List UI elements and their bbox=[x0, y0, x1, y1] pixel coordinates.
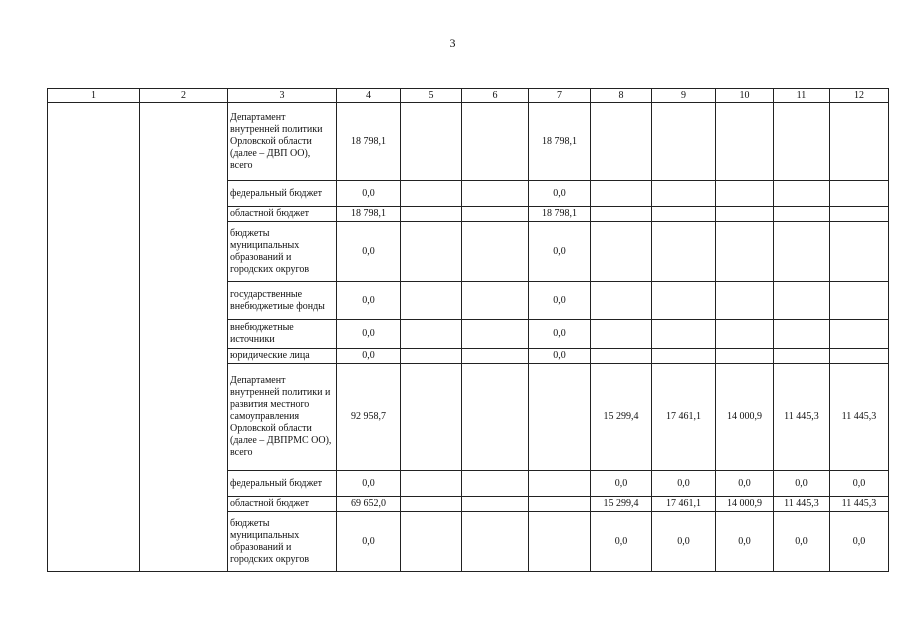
value-cell-c4: 18 798,1 bbox=[337, 103, 401, 181]
value-cell-c11: 0,0 bbox=[774, 512, 830, 572]
value-cell-c8 bbox=[591, 282, 652, 320]
value-cell-c9 bbox=[652, 349, 716, 364]
value-cell-c12 bbox=[830, 207, 889, 222]
value-cell-c11: 11 445,3 bbox=[774, 497, 830, 512]
value-cell-c6 bbox=[462, 103, 529, 181]
value-cell-c9: 17 461,1 bbox=[652, 364, 716, 471]
value-cell-c5 bbox=[401, 282, 462, 320]
value-cell-c6 bbox=[462, 320, 529, 349]
value-cell-c6 bbox=[462, 497, 529, 512]
value-cell-c12 bbox=[830, 103, 889, 181]
value-cell-c9: 0,0 bbox=[652, 512, 716, 572]
value-cell-c4: 92 958,7 bbox=[337, 364, 401, 471]
table-body bbox=[48, 103, 889, 572]
value-cell-c6 bbox=[462, 181, 529, 207]
value-cell-c7 bbox=[529, 497, 591, 512]
row-label: Департамент внутренней политики Орловской области (далее – ДВП ОО), всего bbox=[228, 103, 337, 181]
value-cell-c7 bbox=[529, 512, 591, 572]
value-cell-c9: 0,0 bbox=[652, 471, 716, 497]
value-cell-c5 bbox=[401, 222, 462, 282]
row-label: федеральный бюджет bbox=[228, 471, 337, 497]
column-header: 8 bbox=[591, 89, 652, 103]
value-cell-c4: 0,0 bbox=[337, 222, 401, 282]
row-label: бюджеты муниципальных образований и городских округов bbox=[228, 222, 337, 282]
value-cell-c8 bbox=[591, 349, 652, 364]
row-label: Департамент внутренней политики и развития местного самоуправления Орловской области (далее – ДВПРМС ОО), всего bbox=[228, 364, 337, 471]
value-cell-c8: 15 299,4 bbox=[591, 497, 652, 512]
value-cell-c11: 11 445,3 bbox=[774, 364, 830, 471]
col2-cell bbox=[140, 103, 228, 572]
value-cell-c5 bbox=[401, 512, 462, 572]
value-cell-c12 bbox=[830, 320, 889, 349]
value-cell-c4: 0,0 bbox=[337, 471, 401, 497]
value-cell-c6 bbox=[462, 207, 529, 222]
value-cell-c10 bbox=[716, 320, 774, 349]
value-cell-c9 bbox=[652, 282, 716, 320]
value-cell-c6 bbox=[462, 364, 529, 471]
column-header: 2 bbox=[140, 89, 228, 103]
value-cell-c9: 17 461,1 bbox=[652, 497, 716, 512]
column-header: 7 bbox=[529, 89, 591, 103]
row-label: областной бюджет bbox=[228, 497, 337, 512]
value-cell-c4: 0,0 bbox=[337, 349, 401, 364]
column-header: 1 bbox=[48, 89, 140, 103]
value-cell-c5 bbox=[401, 349, 462, 364]
value-cell-c8 bbox=[591, 181, 652, 207]
value-cell-c12: 0,0 bbox=[830, 471, 889, 497]
value-cell-c11 bbox=[774, 320, 830, 349]
value-cell-c10: 14 000,9 bbox=[716, 364, 774, 471]
column-header: 12 bbox=[830, 89, 889, 103]
budget-table bbox=[47, 88, 889, 572]
value-cell-c11 bbox=[774, 349, 830, 364]
value-cell-c6 bbox=[462, 512, 529, 572]
value-cell-c7: 0,0 bbox=[529, 282, 591, 320]
value-cell-c7: 18 798,1 bbox=[529, 207, 591, 222]
value-cell-c11 bbox=[774, 222, 830, 282]
value-cell-c10 bbox=[716, 103, 774, 181]
value-cell-c5 bbox=[401, 181, 462, 207]
value-cell-c8 bbox=[591, 320, 652, 349]
column-header: 3 bbox=[228, 89, 337, 103]
value-cell-c8: 0,0 bbox=[591, 471, 652, 497]
value-cell-c9 bbox=[652, 181, 716, 207]
value-cell-c8: 0,0 bbox=[591, 512, 652, 572]
value-cell-c12: 11 445,3 bbox=[830, 497, 889, 512]
value-cell-c9 bbox=[652, 103, 716, 181]
value-cell-c4: 0,0 bbox=[337, 320, 401, 349]
row-label: юридические лица bbox=[228, 349, 337, 364]
value-cell-c10 bbox=[716, 222, 774, 282]
value-cell-c12 bbox=[830, 181, 889, 207]
value-cell-c11 bbox=[774, 181, 830, 207]
value-cell-c12 bbox=[830, 349, 889, 364]
value-cell-c5 bbox=[401, 207, 462, 222]
value-cell-c12: 11 445,3 bbox=[830, 364, 889, 471]
value-cell-c7: 0,0 bbox=[529, 181, 591, 207]
value-cell-c11 bbox=[774, 207, 830, 222]
value-cell-c10: 0,0 bbox=[716, 471, 774, 497]
value-cell-c7: 0,0 bbox=[529, 349, 591, 364]
value-cell-c6 bbox=[462, 471, 529, 497]
value-cell-c6 bbox=[462, 349, 529, 364]
header-row bbox=[48, 89, 889, 103]
value-cell-c4: 18 798,1 bbox=[337, 207, 401, 222]
value-cell-c11 bbox=[774, 282, 830, 320]
column-header: 11 bbox=[774, 89, 830, 103]
column-header: 9 bbox=[652, 89, 716, 103]
value-cell-c10 bbox=[716, 207, 774, 222]
value-cell-c12: 0,0 bbox=[830, 512, 889, 572]
value-cell-c8: 15 299,4 bbox=[591, 364, 652, 471]
value-cell-c8 bbox=[591, 103, 652, 181]
value-cell-c8 bbox=[591, 222, 652, 282]
page-number: 3 bbox=[449, 36, 456, 50]
column-header: 6 bbox=[462, 89, 529, 103]
value-cell-c4: 0,0 bbox=[337, 512, 401, 572]
value-cell-c10: 14 000,9 bbox=[716, 497, 774, 512]
value-cell-c5 bbox=[401, 320, 462, 349]
value-cell-c4: 0,0 bbox=[337, 282, 401, 320]
value-cell-c5 bbox=[401, 497, 462, 512]
table-row bbox=[48, 103, 889, 181]
row-label: бюджеты муниципальных образований и городских округов bbox=[228, 512, 337, 572]
value-cell-c5 bbox=[401, 364, 462, 471]
value-cell-c11: 0,0 bbox=[774, 471, 830, 497]
value-cell-c10 bbox=[716, 349, 774, 364]
value-cell-c12 bbox=[830, 222, 889, 282]
value-cell-c12 bbox=[830, 282, 889, 320]
row-label: внебюджетные источники bbox=[228, 320, 337, 349]
value-cell-c4: 0,0 bbox=[337, 181, 401, 207]
value-cell-c9 bbox=[652, 222, 716, 282]
value-cell-c7: 0,0 bbox=[529, 320, 591, 349]
value-cell-c4: 69 652,0 bbox=[337, 497, 401, 512]
column-header: 4 bbox=[337, 89, 401, 103]
value-cell-c7: 18 798,1 bbox=[529, 103, 591, 181]
value-cell-c10: 0,0 bbox=[716, 512, 774, 572]
col1-cell bbox=[48, 103, 140, 572]
value-cell-c9 bbox=[652, 320, 716, 349]
column-header: 10 bbox=[716, 89, 774, 103]
value-cell-c5 bbox=[401, 103, 462, 181]
value-cell-c6 bbox=[462, 282, 529, 320]
column-header: 5 bbox=[401, 89, 462, 103]
row-label: государственные внебюджетиые фонды bbox=[228, 282, 337, 320]
value-cell-c7 bbox=[529, 471, 591, 497]
value-cell-c9 bbox=[652, 207, 716, 222]
value-cell-c5 bbox=[401, 471, 462, 497]
value-cell-c10 bbox=[716, 282, 774, 320]
row-label: областной бюджет bbox=[228, 207, 337, 222]
row-label: федеральный бюджет bbox=[228, 181, 337, 207]
value-cell-c10 bbox=[716, 181, 774, 207]
value-cell-c7 bbox=[529, 364, 591, 471]
value-cell-c6 bbox=[462, 222, 529, 282]
value-cell-c7: 0,0 bbox=[529, 222, 591, 282]
value-cell-c11 bbox=[774, 103, 830, 181]
value-cell-c8 bbox=[591, 207, 652, 222]
